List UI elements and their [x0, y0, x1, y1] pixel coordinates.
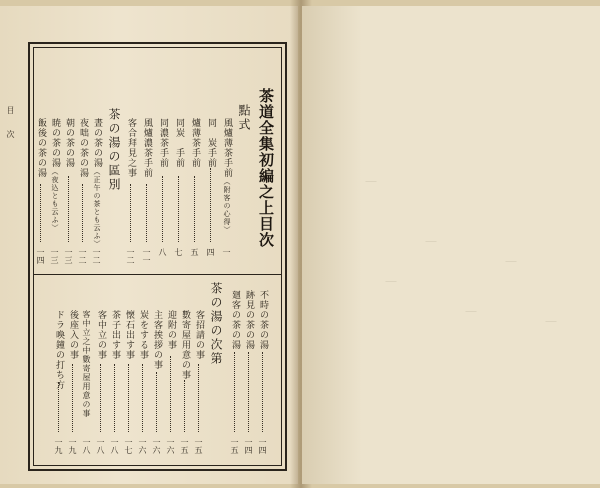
toc-entry: 後座入の事 [68, 310, 78, 360]
leader-dots [146, 184, 147, 242]
right-page [302, 6, 600, 484]
toc-entry: 同炭 手前 [174, 118, 184, 168]
left-page [0, 6, 298, 484]
toc-page-number: 一三 [64, 248, 73, 264]
leader-dots [68, 176, 69, 242]
toc-entry: 主客挨拶の事 [152, 310, 162, 370]
bleed-through-mark: ｜ [544, 316, 557, 330]
leader-dots [128, 364, 129, 432]
toc-page-number: 八 [158, 248, 167, 256]
bleed-through-mark: ｜ [504, 256, 517, 270]
toc-entry: 風爐薄茶手前（附客の心得） [222, 118, 232, 234]
bleed-through-mark: ｜ [364, 176, 377, 190]
toc-page-number: 四 [206, 248, 215, 256]
toc-entry: 晝の茶の湯（正午の茶とも云ふ） [92, 118, 102, 248]
leader-dots [198, 364, 199, 432]
toc-entry: 跡見の茶の湯 [244, 290, 254, 350]
section-label-kubetsu: 茶の湯の區別 [107, 108, 121, 192]
section-label-shidai: 茶の湯の次第 [209, 282, 223, 366]
leader-dots [184, 380, 185, 432]
toc-page-number: 一二 [78, 248, 87, 264]
toc-page-number: 一六 [166, 438, 175, 454]
spine-mark: 目 [6, 106, 15, 114]
spine-mark: 次 [6, 130, 15, 138]
leader-dots [234, 352, 235, 432]
toc-page-number: 一五 [180, 438, 189, 454]
toc-entry: 同 炭手前 [206, 118, 216, 168]
toc-entry: 炭をする事 [138, 310, 148, 360]
leader-dots [248, 352, 249, 432]
leader-dots [210, 168, 211, 242]
section-label-tenshiki: 點式 [237, 104, 251, 132]
leader-dots [262, 352, 263, 432]
toc-page-number: 一四 [36, 248, 45, 264]
toc-entry: 同濃茶手前 [158, 118, 168, 168]
leader-dots [162, 176, 163, 242]
bleed-through-mark: ｜ [384, 276, 397, 290]
toc-entry: ドラ喚鐘の打ち方 [54, 310, 64, 390]
toc-entry: 夜咄の茶の湯 [78, 118, 88, 178]
toc-entry: 茶子出す事 [110, 310, 120, 360]
toc-page-number: 一六 [138, 438, 147, 454]
leader-dots [178, 176, 179, 242]
leader-dots [194, 176, 195, 242]
leader-dots [72, 364, 73, 432]
toc-entry: 懐石出す事 [124, 310, 134, 360]
toc-page-number: 一八 [96, 438, 105, 454]
toc-entry: 飯後の茶の湯 [36, 118, 46, 178]
toc-page-number: 一四 [258, 438, 267, 454]
toc-title: 茶道全集初編之上目次 [257, 88, 275, 248]
leader-dots [40, 184, 41, 242]
leader-dots [156, 372, 157, 432]
leader-dots [170, 356, 171, 432]
leader-dots [130, 184, 131, 242]
toc-page-number: 一二 [92, 248, 101, 264]
toc-entry: 暁の茶の湯（夜込とも云ふ） [50, 118, 60, 232]
toc-page-number: 一九 [68, 438, 77, 454]
toc-entry: 客中立之中數寄屋用意の事 [82, 310, 91, 418]
toc-entry: 不時の茶の湯 [258, 290, 268, 350]
toc-entry: 迎附の事 [166, 310, 176, 350]
bleed-through-mark: ｜ [424, 236, 437, 250]
toc-page-number: 一六 [152, 438, 161, 454]
toc-frame [28, 42, 287, 471]
toc-page-number: 一四 [244, 438, 253, 454]
toc-entry: 爐薄茶手前 [190, 118, 200, 168]
toc-page-number: 一八 [110, 438, 119, 454]
leader-dots [58, 382, 59, 432]
toc-entry: 風爐濃茶手前 [142, 118, 152, 178]
toc-page-number: 一九 [54, 438, 63, 454]
leader-dots [142, 364, 143, 432]
toc-entry: 數寄屋用意の事 [180, 310, 190, 380]
toc-entry: 廻客の茶の湯 [230, 290, 240, 350]
toc-entry: 客中立の事 [96, 310, 106, 360]
toc-page-number: 一五 [230, 438, 239, 454]
toc-entry: 客招請の事 [194, 310, 204, 360]
toc-page-number: 一八 [82, 438, 91, 454]
toc-page-number: 一五 [194, 438, 203, 454]
toc-page-number: 五 [190, 248, 199, 256]
toc-inner-frame [33, 47, 282, 466]
toc-page-number: 七 [174, 248, 183, 256]
leader-dots [100, 364, 101, 432]
leader-dots [82, 184, 83, 242]
toc-page-number: 一七 [124, 438, 133, 454]
toc-page-number: 一三 [50, 248, 59, 264]
toc-page-number: 一 [222, 248, 231, 256]
toc-page-number: 一一 [142, 248, 151, 264]
bleed-through-mark: ｜ [464, 306, 477, 320]
toc-entry: 朝の茶の湯 [64, 118, 74, 168]
leader-dots [114, 364, 115, 432]
section-divider [34, 274, 281, 275]
toc-page-number: 一二 [126, 248, 135, 264]
toc-entry: 客合拜見之事 [126, 118, 136, 178]
